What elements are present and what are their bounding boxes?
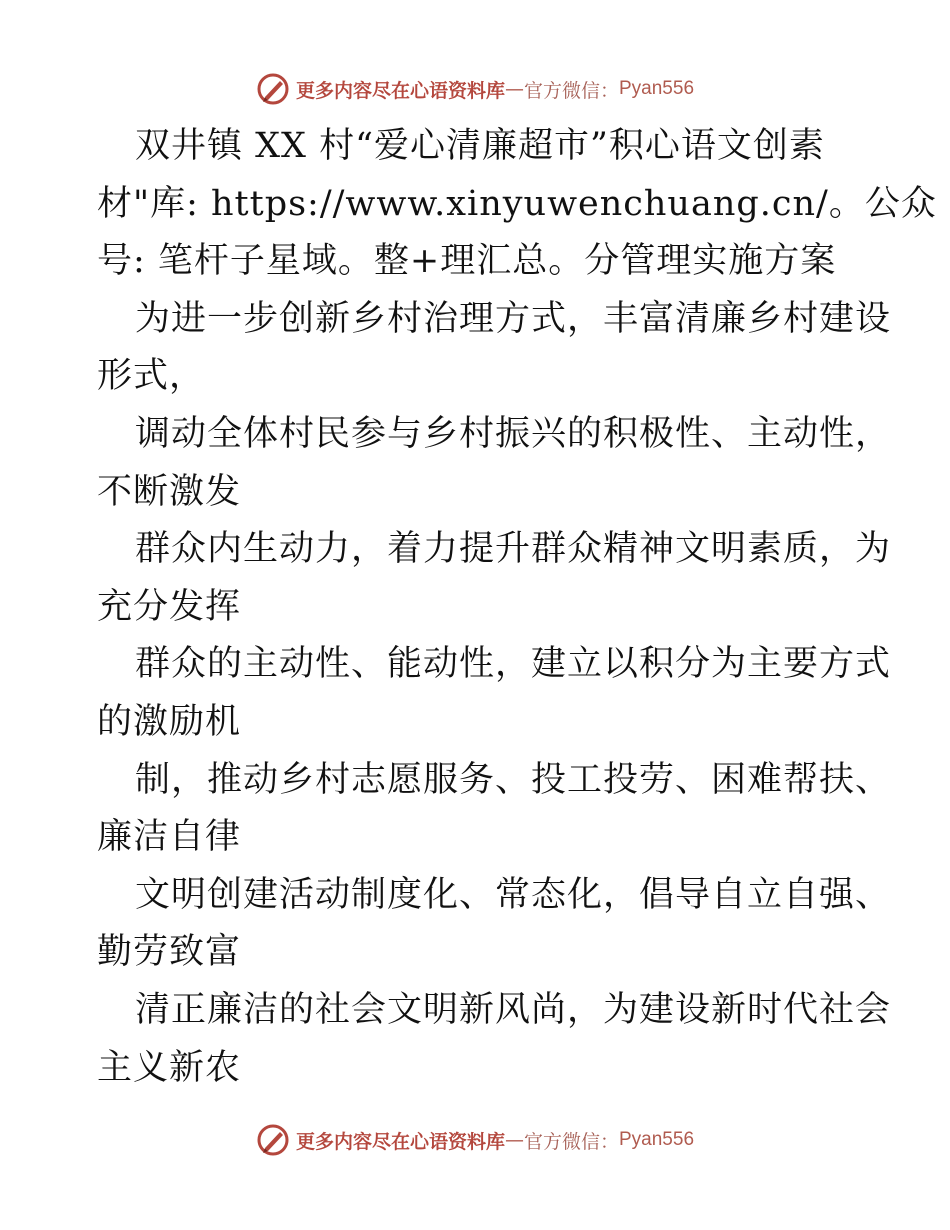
pen-logo-icon [256,1123,290,1157]
document-body [97,118,937,1097]
body-line-7: 不断激发 [97,471,242,512]
banner-wechat-label: 官方微信： [523,79,619,102]
body-line-14: 文明创建活动制度化、常态化，倡导自立自强、 [135,874,892,915]
body-line-4: 为进一步创新乡村治理方式，丰富清廉乡村建设 [135,298,892,339]
banner-wechat-label: 官方微信： [523,1130,619,1153]
pen-logo-icon [256,72,290,106]
body-line-1: 双井镇 XX 村“爱心清廉超市”积心语文创素 [135,126,825,166]
body-line-2: 材"库: https://www.xinyuwenchuang.cn/。公众 [97,183,937,224]
body-line-10: 群众的主动性、能动性，建立以积分为主要方式 [135,644,892,685]
body-line-6: 调动全体村民参与乡村振兴的积极性、主动性， [135,413,892,454]
body-line-9: 充分发挥 [97,586,242,627]
body-line-3: 号: 笔杆子星域。整+理汇总。分管理实施方案 [97,241,837,282]
body-line-15: 勤劳致富 [97,932,242,973]
footer-banner [0,1123,950,1157]
body-line-12: 制，推动乡村志愿服务、投工投劳、困难帮扶、 [135,759,892,800]
banner-title: 更多内容尽在心语资料库 [295,1130,505,1153]
banner-dash: — [504,78,524,100]
body-line-8: 群众内生动力，着力提升群众精神文明素质，为 [135,529,892,570]
banner-wechat-id: Pyan556 [619,1129,695,1150]
body-line-5: 形式， [97,356,206,397]
body-line-16: 清正廉洁的社会文明新风尚，为建设新时代社会 [135,989,892,1030]
header-banner [0,72,950,106]
body-line-13: 廉洁自律 [97,817,242,858]
body-line-11: 的激励机 [97,701,242,742]
banner-wechat-id: Pyan556 [619,78,695,99]
banner-dash: — [504,1129,524,1151]
banner-title: 更多内容尽在心语资料库 [295,79,505,102]
body-line-17: 主义新农 [97,1047,242,1088]
